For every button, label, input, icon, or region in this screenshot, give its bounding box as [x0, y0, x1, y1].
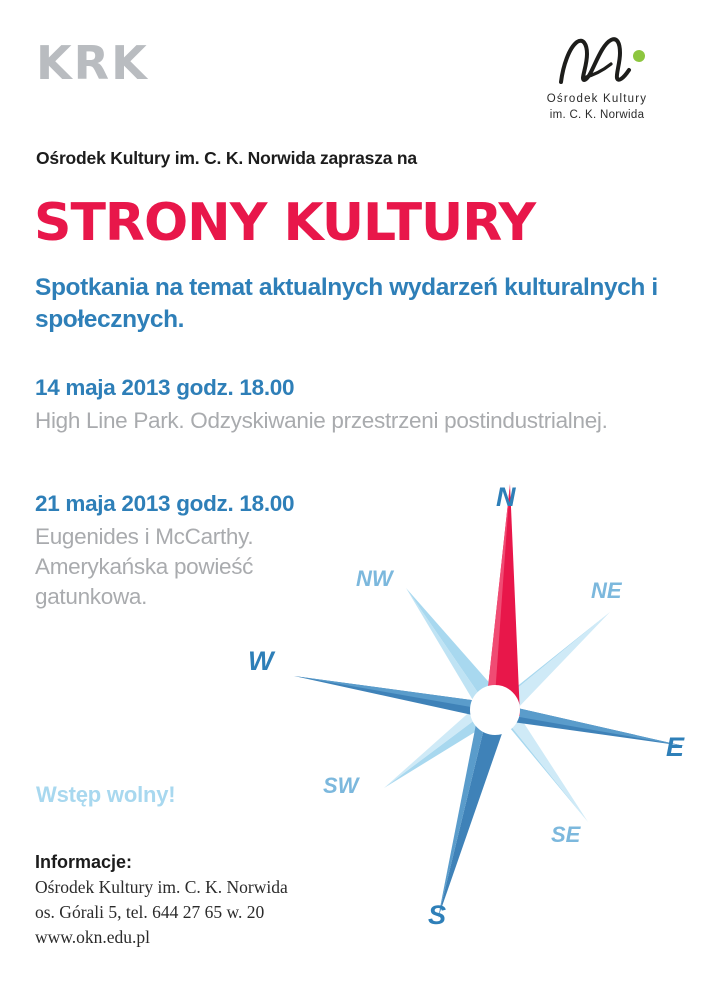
subtitle: Spotkania na temat aktualnych wydarzeń kulturalnych i społecznych.: [35, 274, 658, 333]
info-heading: Informacje:: [35, 852, 133, 872]
event-date: 14 maja 2013 godz. 18.00: [35, 375, 295, 400]
event-description: Eugenides i McCarthy. Amerykańska powieść gatunkowa.: [35, 524, 254, 609]
compass-label-w: W: [248, 646, 274, 676]
krk-logo: KRK: [36, 36, 149, 90]
info-organisation: Ośrodek Kultury im. C. K. Norwida: [35, 877, 288, 897]
invitation-line: Ośrodek Kultury im. C. K. Norwida zaprasza na: [36, 148, 417, 168]
page-title: STRONY KULTURY: [34, 193, 536, 253]
institution-logo-line1: Ośrodek Kultury: [546, 93, 648, 105]
compass-label-ne: NE: [591, 578, 622, 603]
compass-label-se: SE: [551, 822, 581, 847]
norwida-monogram-icon: [517, 30, 677, 90]
free-entry-note: Wstęp wolny!: [36, 782, 176, 807]
compass-label-nw: NW: [356, 566, 393, 591]
compass-rose-graphic: [248, 470, 698, 960]
compass-label-e: E: [666, 732, 685, 762]
event-item: [35, 374, 655, 436]
institution-logo-text: [517, 92, 677, 123]
compass-rose-icon: [288, 470, 698, 960]
event-date: 21 maja 2013 godz. 18.00: [35, 491, 295, 516]
info-website: www.okn.edu.pl: [35, 926, 151, 947]
event-description: High Line Park. Odzyskiwanie przestrzeni postindustrialnej.: [35, 408, 608, 434]
compass-label-sw: SW: [323, 773, 359, 798]
compass-label-n: N: [496, 482, 516, 512]
info-address: os. Górali 5, tel. 644 27 65 w. 20: [35, 901, 265, 922]
institution-logo: [517, 30, 677, 123]
compass-label-s: S: [428, 900, 447, 930]
institution-logo-line2: im. C. K. Norwida: [549, 108, 645, 121]
